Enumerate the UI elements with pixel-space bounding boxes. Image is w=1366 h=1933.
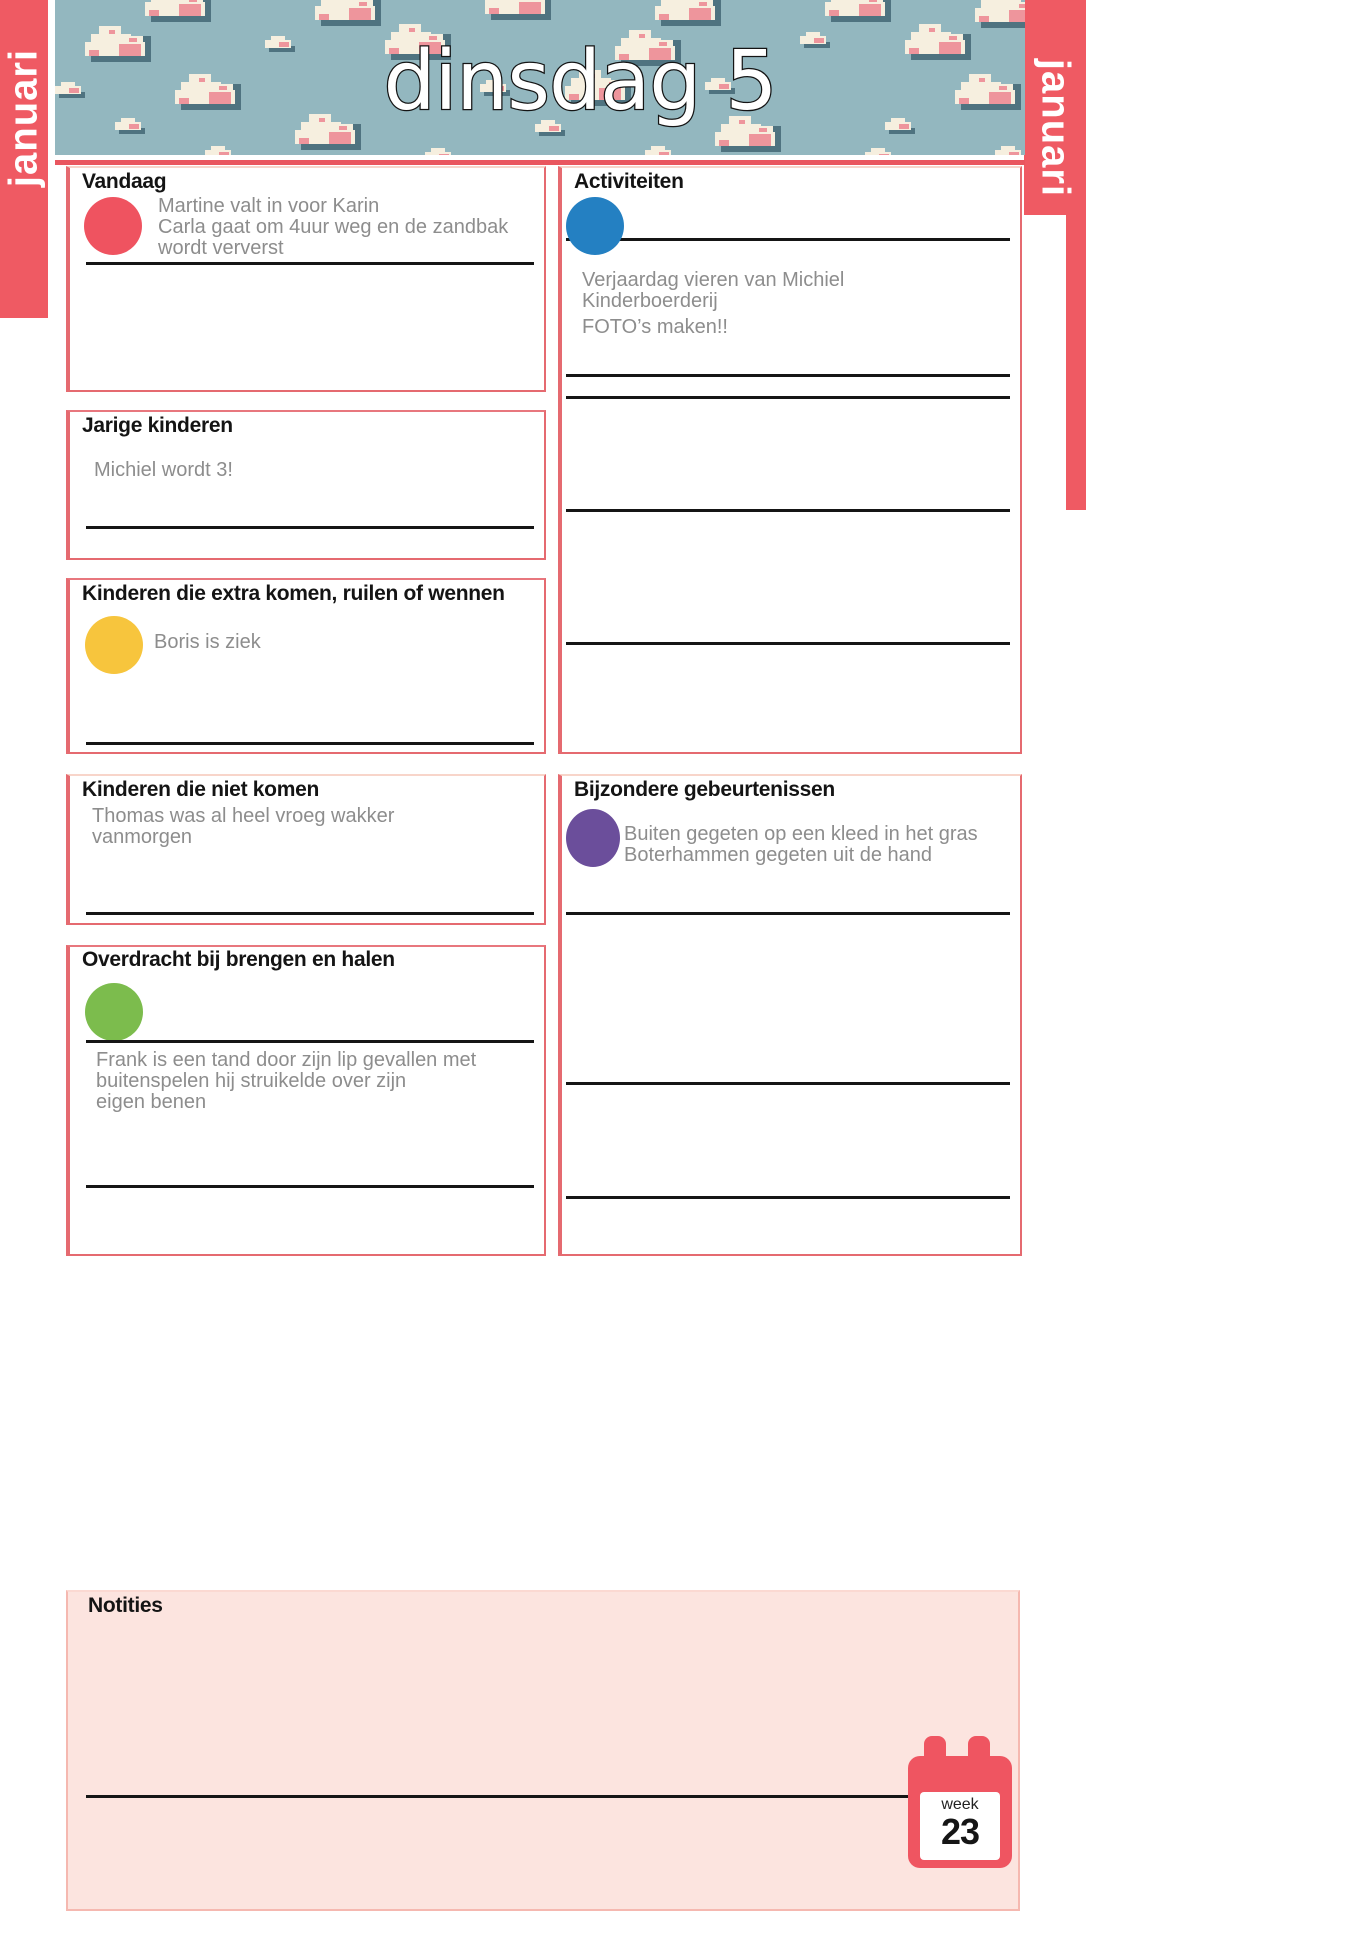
niet-komen-note-line: Thomas was al heel vroeg wakker — [92, 805, 395, 827]
activiteiten-note-line: Kinderboerderij — [582, 290, 718, 312]
writing-line — [86, 912, 534, 915]
week-calendar-panel — [920, 1792, 1000, 1860]
vandaag-note-line: Martine valt in voor Karin — [158, 195, 380, 217]
section-overdracht-title: Overdracht bij brengen en halen — [82, 948, 395, 971]
overdracht-note-line: Frank is een tand door zijn lip gevallen met — [96, 1049, 477, 1071]
writing-line — [566, 912, 1010, 915]
section-activiteiten — [558, 166, 1022, 754]
extra-komen-note-line: Boris is ziek — [154, 631, 261, 653]
writing-line — [566, 642, 1010, 645]
overdracht-color-dot-icon — [85, 983, 143, 1041]
section-activiteiten-title: Activiteiten — [574, 170, 684, 193]
bijzondere-note-line: Boterhammen gegeten uit de hand — [624, 844, 932, 866]
overdracht-note-line: buitenspelen hij struikelde over zijn — [96, 1070, 407, 1092]
bijzondere-color-dot-icon — [566, 809, 620, 867]
niet-komen-note-line: vanmorgen — [92, 826, 193, 848]
section-jarige-kinderen-title: Jarige kinderen — [82, 414, 233, 437]
overdracht-note-line: eigen benen — [96, 1091, 207, 1113]
section-bijzondere-title: Bijzondere gebeurtenissen — [574, 778, 835, 801]
day-header — [55, 0, 1025, 165]
writing-line — [86, 1040, 534, 1043]
writing-line — [566, 374, 1010, 377]
month-tab-left — [0, 0, 48, 318]
section-notities — [66, 1590, 1020, 1911]
activiteiten-note-line: FOTO’s maken!! — [582, 316, 728, 338]
writing-line — [86, 262, 534, 265]
section-niet-komen-title: Kinderen die niet komen — [82, 778, 319, 801]
jarige-note-line: Michiel wordt 3! — [94, 459, 233, 481]
writing-line — [86, 1185, 534, 1188]
vandaag-note-line: wordt ververst — [158, 237, 284, 259]
writing-line — [566, 238, 1010, 241]
writing-line — [566, 396, 1010, 399]
vandaag-color-dot-icon — [84, 197, 142, 255]
writing-line — [566, 509, 1010, 512]
week-label: week — [941, 1796, 979, 1813]
month-tab-left-label: januari — [1, 48, 46, 188]
day-title: dinsdag 5 — [383, 34, 777, 129]
writing-line — [86, 526, 534, 529]
vandaag-note-line: Carla gaat om 4uur weg en de zandbak — [158, 216, 509, 238]
week-number: 23 — [940, 1811, 980, 1852]
writing-line — [86, 742, 534, 745]
activiteiten-color-dot-icon — [566, 197, 624, 255]
bijzondere-note-line: Buiten gegeten op een kleed in het gras — [624, 823, 978, 845]
activiteiten-note-line: Verjaardag vieren van Michiel — [582, 269, 845, 291]
section-extra-komen-title: Kinderen die extra komen, ruilen of wennen — [82, 582, 505, 605]
month-tab-right-label: januari — [1033, 58, 1078, 198]
writing-line — [86, 1795, 1012, 1798]
writing-line — [566, 1196, 1010, 1199]
section-vandaag-title: Vandaag — [82, 170, 167, 193]
writing-line — [566, 1082, 1010, 1085]
extra-komen-color-dot-icon — [85, 616, 143, 674]
section-notities-title: Notities — [88, 1594, 163, 1617]
